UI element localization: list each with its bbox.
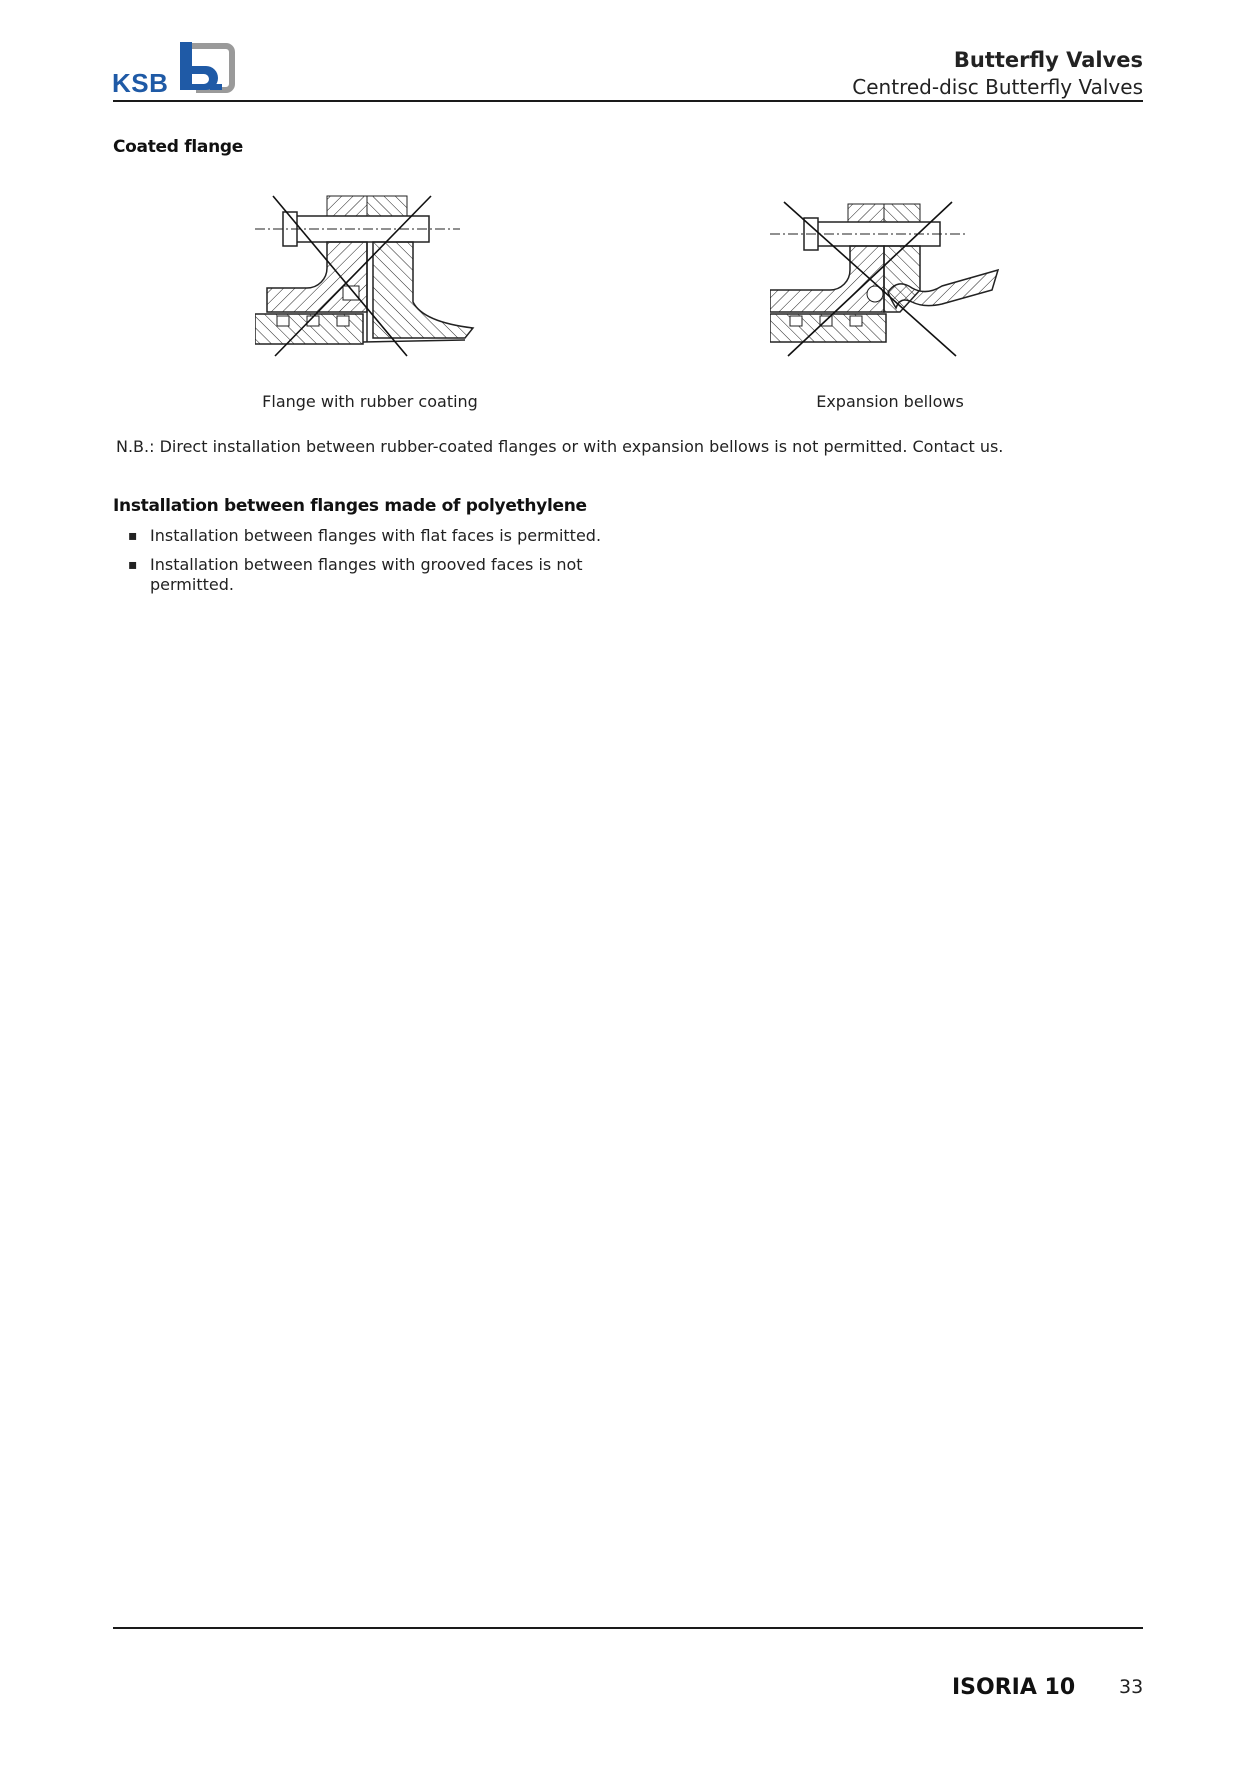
list-item (126, 555, 616, 595)
header-rule (113, 100, 1143, 102)
bullet-icon: ▪ (128, 528, 138, 544)
header-title: Butterfly Valves (953, 48, 1143, 72)
bullet-icon: ▪ (128, 557, 138, 573)
logo-text: KSB (112, 68, 169, 98)
section-heading-coated-flange: Coated flange (113, 137, 243, 157)
bullet-list (126, 526, 616, 604)
figure-caption: Expansion bellows (816, 392, 964, 411)
header-subtitle: Centred-disc Butterfly Valves (852, 75, 1143, 99)
footer-rule (113, 1627, 1143, 1629)
flange-rubber-coating-drawing (255, 192, 485, 360)
page-number: 33 (1119, 1676, 1144, 1698)
ksb-logo (112, 40, 236, 96)
section-heading-polyethylene: Installation between flanges made of polyethylene (113, 496, 587, 516)
list-item-text: Installation between flanges with flat faces is permitted. (150, 526, 602, 545)
note-text: N.B.: Direct installation between rubber-coated flanges or with expansion bellows is not permitted. Contact us. (116, 437, 1004, 456)
expansion-bellows-drawing (770, 196, 1002, 360)
list-item (126, 526, 616, 546)
logo-mark-icon (174, 40, 236, 96)
footer-product-name: ISORIA 10 (952, 1675, 1076, 1700)
list-item-text: Installation between flanges with grooved faces is not permitted. (150, 555, 583, 594)
figure-caption: Flange with rubber coating (262, 392, 478, 411)
